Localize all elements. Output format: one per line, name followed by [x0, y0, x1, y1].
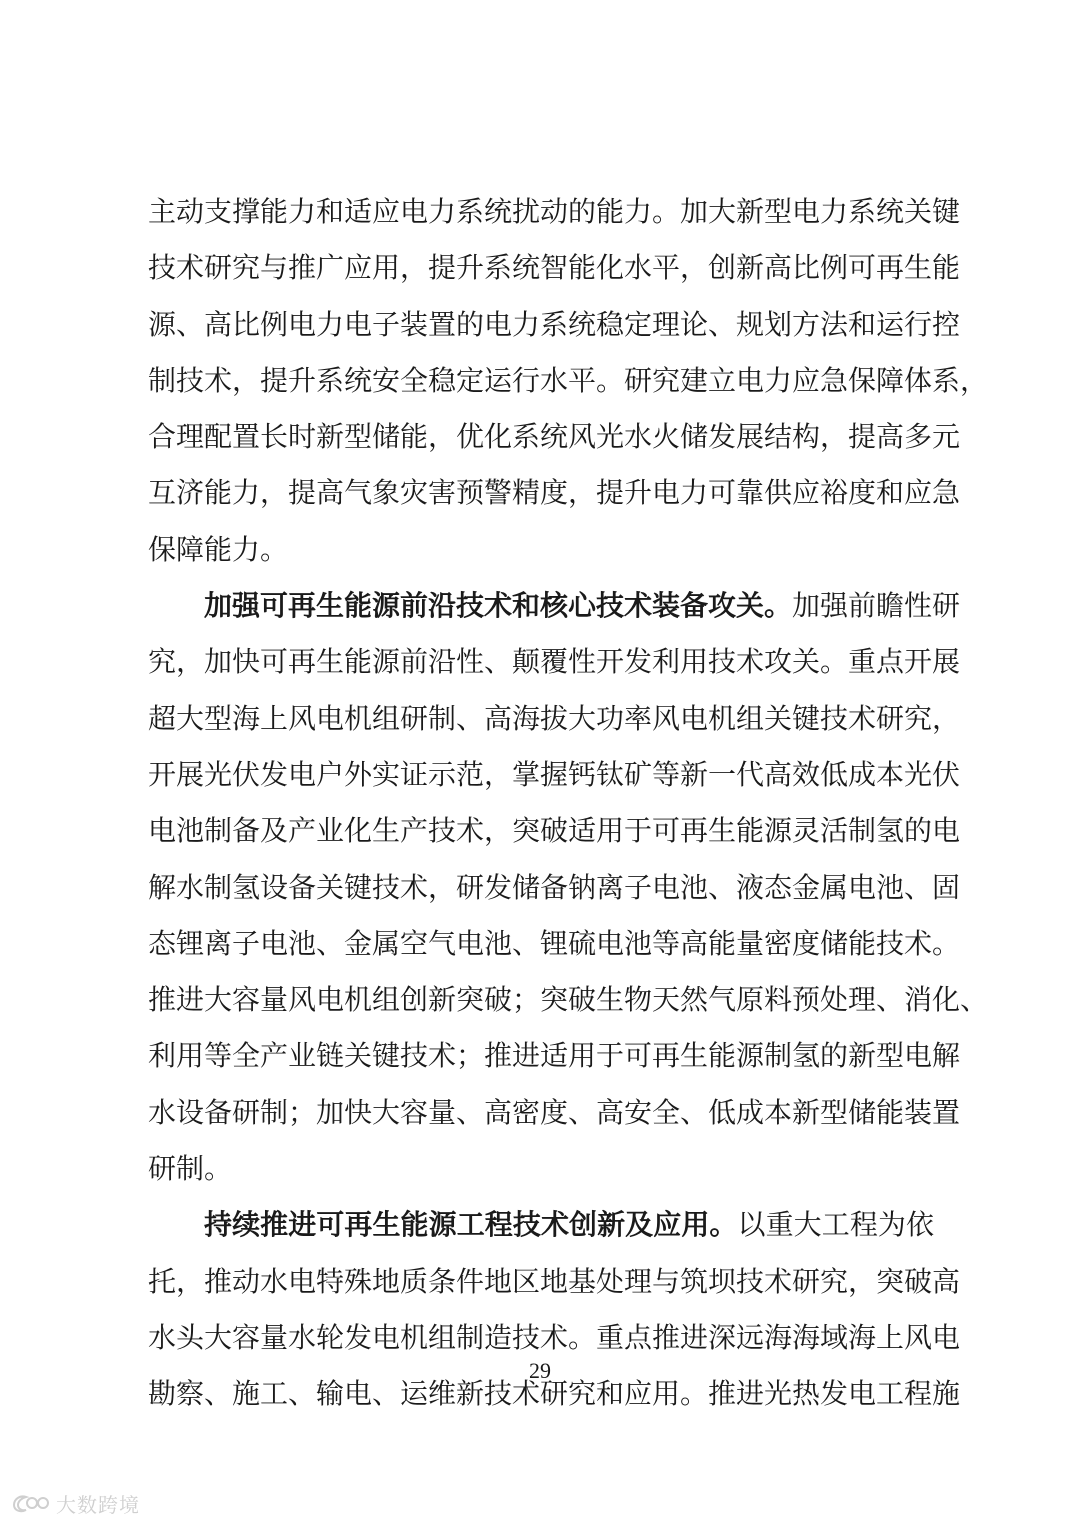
paragraph-first-line — [148, 1197, 934, 1253]
text-line: 超大型海上风电机组研制、高海拔大功率风电机组关键技术研究， — [148, 701, 961, 735]
text-line: 合理配置长时新型储能，优化系统风光水火储发展结构，提高多元 — [148, 420, 961, 454]
weibo-eye-logo-icon — [8, 1491, 50, 1515]
text-line: 究，加快可再生能源前沿性、颠覆性开发利用技术攻关。重点开展 — [148, 645, 961, 679]
text-line: 水头大容量水轮发电机组制造技术。重点推进深远海海域海上风电 — [148, 1320, 961, 1354]
text-line: 互济能力，提高气象灾害预警精度，提升电力可靠供应裕度和应急 — [148, 476, 961, 510]
paragraph-1 — [148, 184, 989, 578]
paragraph-3 — [148, 1197, 961, 1422]
text-line: 源、高比例电力电子装置的电力系统稳定理论、规划方法和运行控 — [148, 307, 961, 341]
paragraph-text-run: 以重大工程为依 — [737, 1208, 934, 1242]
text-line: 水设备研制；加快大容量、高密度、高安全、低成本新型储能装置 — [148, 1095, 961, 1129]
paragraph-heading: 持续推进可再生能源工程技术创新及应用。 — [204, 1208, 738, 1242]
watermark — [8, 1488, 140, 1518]
text-line: 研制。 — [148, 1152, 233, 1186]
text-line: 态锂离子电池、金属空气电池、锂硫电池等高能量密度储能技术。 — [148, 926, 961, 960]
paragraph-first-line — [148, 578, 961, 634]
watermark-text: 大数跨境 — [56, 1492, 140, 1517]
text-line: 开展光伏发电户外实证示范，掌握钙钛矿等新一代高效低成本光伏 — [148, 757, 961, 791]
text-line: 利用等全产业链关键技术；推进适用于可再生能源制氢的新型电解 — [148, 1039, 961, 1073]
page-content — [148, 184, 989, 1423]
text-line: 电池制备及产业化生产技术，突破适用于可再生能源灵活制氢的电 — [148, 814, 961, 848]
text-line: 保障能力。 — [148, 532, 289, 566]
text-line: 推进大容量风电机组创新突破；突破生物天然气原料预处理、消化、 — [148, 983, 989, 1017]
page-number: 29 — [529, 1358, 551, 1383]
text-line: 技术研究与推广应用，提升系统智能化水平，创新高比例可再生能 — [148, 251, 961, 285]
text-line: 解水制氢设备关键技术，研发储备钠离子电池、液态金属电池、固 — [148, 870, 961, 904]
text-line: 勘察、施工、输电、运维新技术研究和应用。推进光热发电工程施 — [148, 1377, 961, 1411]
text-line: 托，推动水电特殊地质条件地区地基处理与筑坝技术研究，突破高 — [148, 1264, 961, 1298]
paragraph-text-run: 加强前瞻性研 — [792, 589, 961, 623]
text-line: 制技术，提升系统安全稳定运行水平。研究建立电力应急保障体系， — [148, 363, 989, 397]
paragraph-2 — [148, 578, 989, 1197]
paragraph-heading: 加强可再生能源前沿技术和核心技术装备攻关。 — [204, 589, 793, 623]
text-line: 主动支撑能力和适应电力系统扰动的能力。加大新型电力系统关键 — [148, 195, 961, 228]
